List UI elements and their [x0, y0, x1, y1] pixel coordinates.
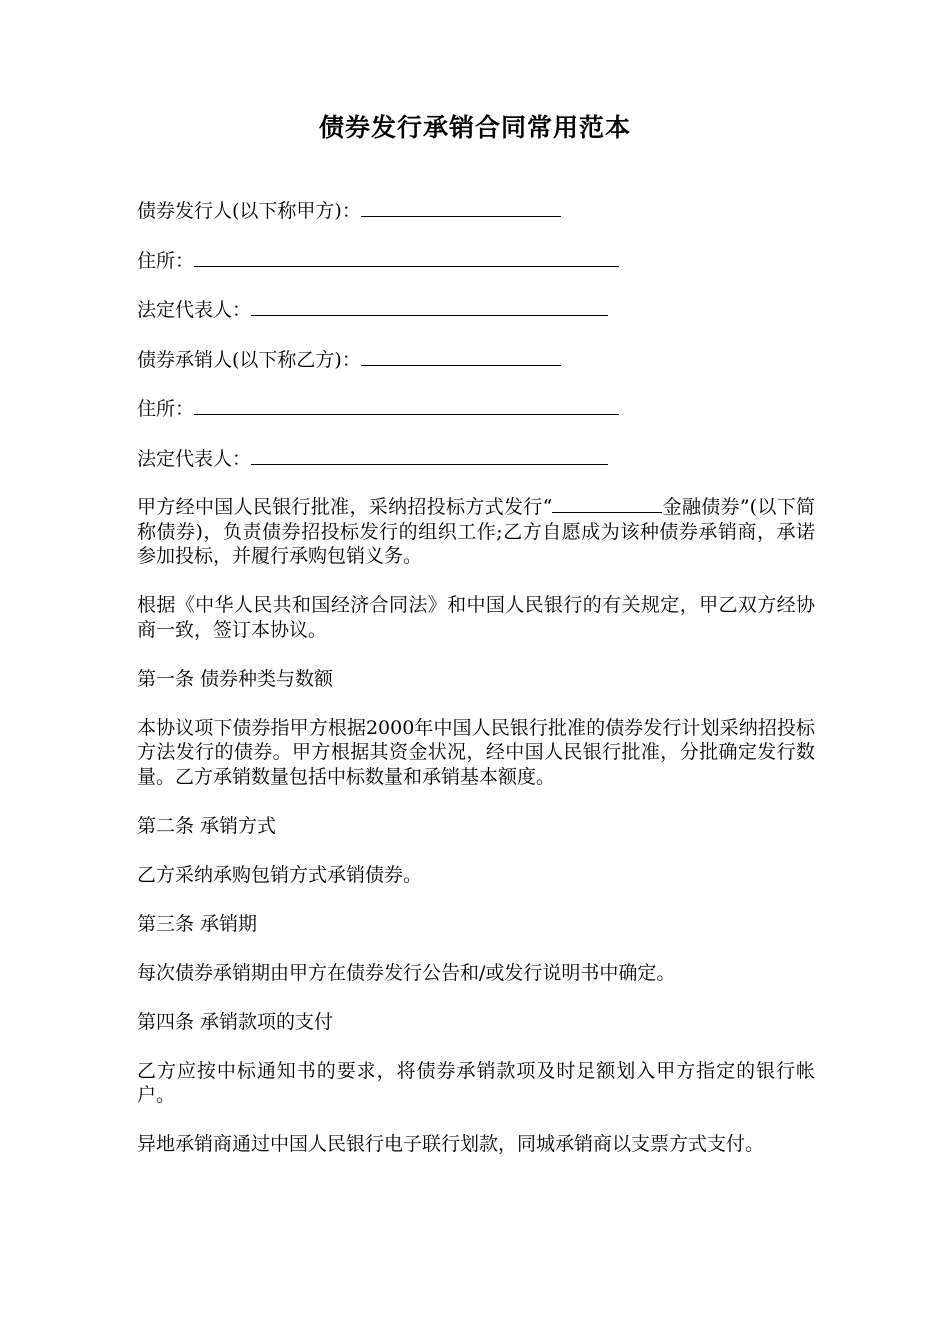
field-label: 住所： — [137, 398, 195, 420]
underwriter-address-blank — [194, 395, 619, 415]
underwriter-representative-field — [137, 445, 815, 470]
article-4-heading: 第四条 承销款项的支付 — [137, 1010, 334, 1033]
issuer-representative-field — [137, 296, 815, 321]
article-2-paragraph: 乙方采纳承购包销方式承销债券。 — [137, 863, 423, 886]
article-1-paragraph: 本协议项下债券指甲方根据2000年中国人民银行批准的债券发行计划采纳招投标方法发行的债券。甲方根据其资金状况，经中国人民银行批准，分批确定发行数量。乙方承销数量包括中标数量和承销基本额度。 — [137, 716, 815, 788]
underwriter-address-field — [137, 395, 815, 420]
field-label: 债券发行人(以下称甲方)： — [137, 200, 361, 222]
page-title: 债券发行承销合同常用范本 — [318, 113, 631, 142]
article-4-paragraph-1: 乙方应按中标通知书的要求，将债券承销款项及时足额划入甲方指定的银行帐户。 — [137, 1059, 815, 1106]
field-label: 法定代表人： — [137, 447, 252, 470]
intro-text-part1: 甲方经中国人民银行批准，采纳招投标方式发行“ — [137, 496, 553, 518]
issuer-representative-blank — [251, 296, 608, 316]
intro-paragraph — [137, 494, 815, 569]
article-3-heading: 第三条 承销期 — [137, 912, 258, 935]
field-label: 住所： — [137, 249, 195, 272]
article-4-paragraph-2: 异地承销商通过中国人民银行电子联行划款，同城承销商以支票方式支付。 — [137, 1133, 765, 1155]
issuer-blank — [361, 197, 561, 217]
underwriter-field — [137, 346, 815, 371]
field-label: 债券承销人(以下称乙方)： — [137, 348, 361, 371]
issuer-address-field — [137, 247, 815, 272]
underwriter-representative-blank — [251, 445, 608, 465]
bond-name-blank — [552, 494, 662, 513]
issuer-field — [137, 197, 815, 222]
issuer-address-blank — [194, 247, 619, 267]
article-2-heading: 第二条 承销方式 — [137, 814, 277, 837]
article-1-heading: 第一条 债券种类与数额 — [137, 667, 334, 690]
basis-paragraph: 根据《中华人民共和国经济合同法》和中国人民银行的有关规定，甲乙双方经协商一致，签订本协议。 — [137, 594, 815, 641]
intro-text-part2: 金融债券”(以下简称债券)，负责债券招投标发行的组织工作;乙方自愿成为该种债券承销商，承诺参加投标，并履行承购包销义务。 — [137, 496, 815, 567]
article-3-paragraph: 每次债券承销期由甲方在债券发行公告和/或发行说明书中确定。 — [137, 961, 676, 984]
underwriter-blank — [361, 346, 561, 366]
document-body — [137, 197, 815, 1181]
field-label: 法定代表人： — [137, 299, 252, 321]
